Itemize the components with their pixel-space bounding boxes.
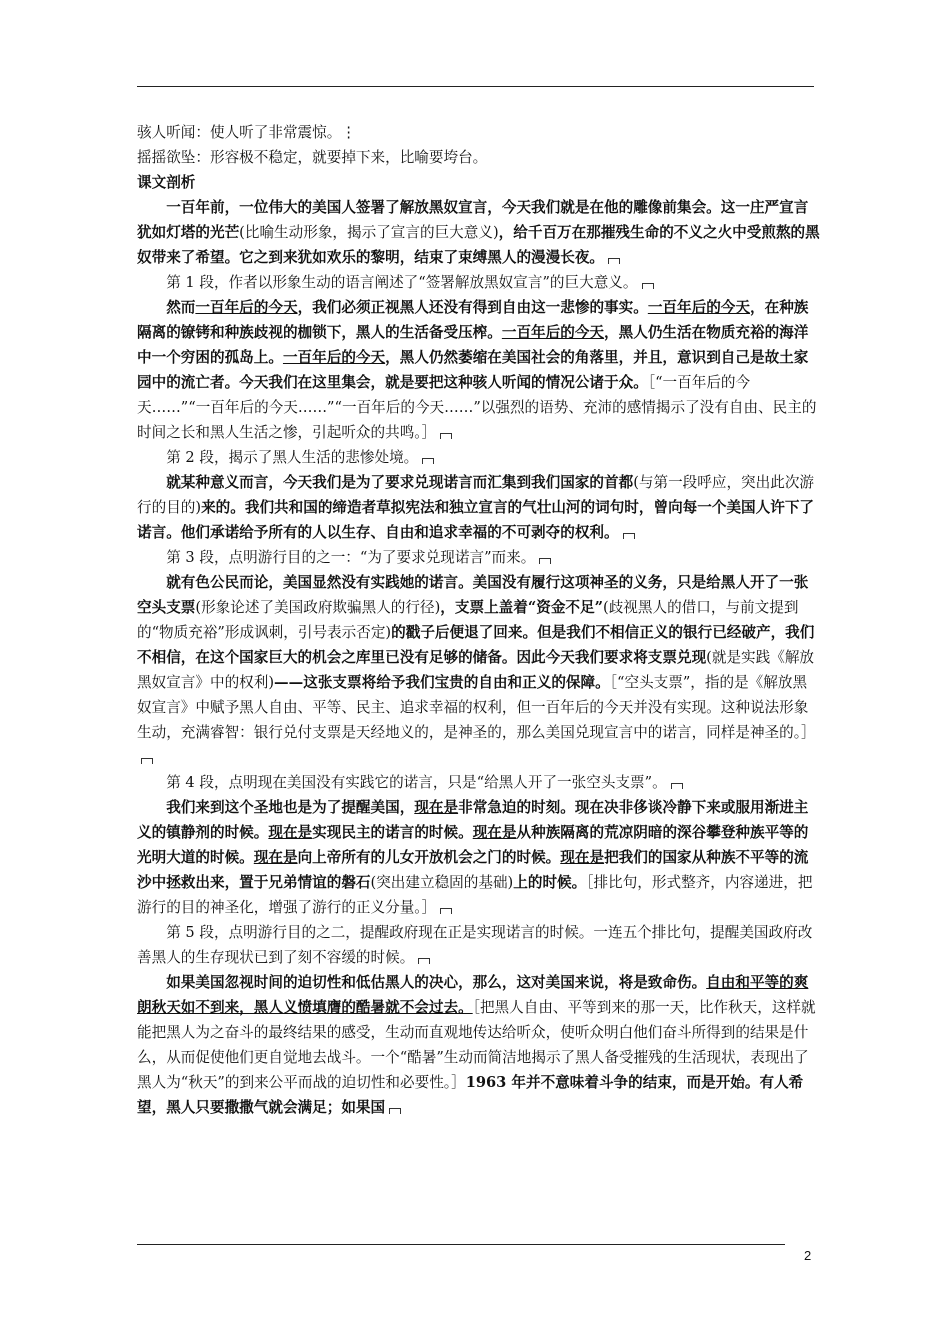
text-run: ［“空头支票”，指的是《解放黑奴宣言》中赋予黑人自由、平等、民主、追求幸福的权利，但一百年后的今天并没有实现。这种说法形象生动，充满睿智：银行兑付支票是天经地义的，是神圣的，那么美国兑现宣言中的诺言，同样是神圣的。］ [137, 674, 816, 741]
paragraph [137, 570, 820, 770]
paragraph [137, 795, 820, 920]
paragraph-mark-icon [389, 1108, 401, 1114]
text-run: ，给千百万在那摧残生命的不义之火中受煎熬的黑奴带来了希望。它之到来犹如欢乐的黎明，结束了束缚黑人的漫漫长夜。 [137, 224, 820, 266]
footer-rule [137, 1244, 785, 1245]
text-run: 的戳子后便退了回来。但是我们不相信正义的银行已经破产，我们不相信，在这个国家巨大的机会之库里已没有足够的储备。因此今天我们要求将支票兑现 [137, 624, 815, 666]
paragraph-mark-icon [642, 283, 654, 289]
text-run: 一百年后的今天 [195, 299, 298, 316]
text-run: 就有色公民而论，美国显然没有实践她的诺言。美国没有履行这项神圣的义务，只是给黑人开了一张空头支票 [137, 574, 809, 616]
text-run: 把我们的国家从种族不平等的流沙中拯救出来，置于兄弟情谊的磐石 [137, 849, 809, 891]
text-run: 第 4 段，点明现在美国没有实践它的诺言，只是“给黑人开了一张空头支票”。 [166, 774, 667, 791]
text-run: ，在种族隔离的镣铐和种族歧视的枷锁下，黑人的生活备受压榨。 [137, 299, 809, 341]
paragraph-mark-icon [623, 533, 635, 539]
text-run: 现在是 [472, 824, 517, 841]
text-run: 第 2 段，揭示了黑人生活的悲惨处境。 [166, 449, 419, 466]
text-run: 上的时候。 [513, 874, 587, 891]
header-rule [137, 86, 814, 87]
text-run: 现在是 [414, 799, 459, 816]
paragraph [137, 545, 820, 570]
section-heading: 课文剖析 [137, 174, 196, 191]
text-run: ［把黑人自由、平等到来的那一天，比作秋天，这样就能把黑人为之奋斗的最终结果的感受，生动而直观地传达给听众，使听众明白他们奋斗所得到的结果是什么，从而促使他们更自觉地去战斗。一个“酷暑”生动而简洁地揭示了黑人备受摧残的生活现状，表现出了黑人为“秋天”的到来公平而战的迫切性和必要性。］ [137, 999, 816, 1091]
text-run: 第 1 段，作者以形象生动的语言阐述了“签署解放黑奴宣言”的巨大意义。 [166, 274, 638, 291]
text-run: ，黑人仍生活在物质充裕的海洋中一个穷困的孤岛上。 [137, 324, 809, 366]
text-run: (突出建立稳固的基础) [370, 874, 514, 891]
text-run: 一百年后的今天 [501, 324, 605, 341]
text-run: 向上帝所有的儿女开放机会之门的时候。 [297, 849, 561, 866]
vocab-line: 摇摇欲坠：形容极不稳定，就要掉下来，比喻要垮台。 [137, 149, 488, 166]
paragraph [137, 270, 820, 295]
text-run: 现在是 [268, 824, 313, 841]
text-run: ，支票上盖着“资金不足” [440, 599, 604, 616]
paragraph [137, 195, 820, 270]
text-run: ——这张支票将给予我们宝贵的自由和正义的保障。 [274, 674, 610, 691]
paragraph-mark-icon [422, 458, 434, 464]
paragraph [137, 445, 820, 470]
vocab-line: 骇人听闻：使人听了非常震惊。⋮ [137, 124, 356, 141]
paragraph-mark-icon [608, 258, 620, 264]
paragraph-mark-icon [418, 958, 430, 964]
text-run: 现在是 [253, 849, 298, 866]
text-run: (与第一段呼应，突出此次游行的目的) [137, 474, 815, 516]
text-run: ［“一百年后的今天……”“一百年后的今天……”“一百年后的今天……”以强烈的语势、充沛的感情揭示了没有自由、民主的时间之长和黑人生活之惨，引起听众的共鸣。］ [137, 374, 817, 441]
text-run: 一百年前，一位伟大的美国人签署了解放黑奴宣言，今天我们就是在他的雕像前集会。这一庄严宣言犹如灯塔的光芒 [137, 199, 809, 241]
paragraph [137, 295, 820, 445]
paragraph-mark-icon [539, 558, 551, 564]
paragraph-mark-icon [440, 433, 452, 439]
text-run: 第 3 段，点明游行目的之一：“为了要求兑现诺言”而来。 [166, 549, 536, 566]
text-body [137, 195, 820, 1120]
text-run: ，黑人仍然萎缩在美国社会的角落里，并且，意识到自己是故土家园中的流亡者。今天我们在这里集会，就是要把这种骇人听闻的情况公诸于众。 [137, 349, 809, 391]
text-run: 一百年后的今天 [282, 349, 386, 366]
text-run: 一百年后的今天 [647, 299, 750, 316]
text-run: 然而 [166, 299, 196, 316]
paragraph [137, 470, 820, 545]
text-run: 第 5 段，点明游行目的之二，提醒政府现在正是实现诺言的时候。一连五个排比句，提醒美国政府改善黑人的生存现状已到了刻不容缓的时候。 [137, 924, 813, 966]
text-run: 如果美国忽视时间的迫切性和低估黑人的决心，那么，这对美国来说，将是致命伤。 [166, 974, 707, 991]
text-run: 现在是 [560, 849, 605, 866]
text-run: 1963 年并不意味着斗争的结束，而是开始。有人希望，黑人只要撒撒气就会满足；如果国 [137, 1074, 804, 1116]
text-run: ，我们必须正视黑人还没有得到自由这一悲惨的事实。 [297, 299, 648, 316]
text-run: 从种族隔离的荒凉阴暗的深谷攀登种族平等的光明大道的时候。 [137, 824, 809, 866]
paragraph [137, 970, 820, 1120]
text-run: ［排比句，形式整齐，内容递进，把游行的目的神圣化，增强了游行的正义分量。］ [137, 874, 813, 916]
paragraph-mark-icon [440, 908, 452, 914]
page-number: 2 [804, 1248, 812, 1263]
page-content [137, 120, 820, 1120]
text-run: (形象论述了美国政府欺骗黑人的行径) [195, 599, 441, 616]
text-run: 我们来到这个圣地也是为了提醒美国， [166, 799, 415, 816]
text-run: 来的。我们共和国的缔造者草拟宪法和独立宣言的气壮山河的词句时，曾向每一个美国人许下了诺言。他们承诺给予所有的人以生存、自由和追求幸福的不可剥夺的权利。 [137, 499, 815, 541]
text-run: 实现民主的诺言的时候。 [312, 824, 473, 841]
text-run: 自由和平等的爽朗秋天如不到来，黑人义愤填膺的酷暑就不会过去。 [137, 974, 809, 1016]
text-run: 非常急迫的时刻。现在决非侈谈冷静下来或服用渐进主义的镇静剂的时候。 [137, 799, 809, 841]
text-run: (比喻生动形象，揭示了宣言的巨大意义) [239, 224, 499, 241]
text-run: (歧视黑人的借口，与前文提到的“物质充裕”形成讽刺，引号表示否定) [137, 599, 799, 641]
paragraph [137, 920, 820, 970]
text-run: 就某种意义而言，今天我们是为了要求兑现诺言而汇集到我们国家的首都 [166, 474, 634, 491]
paragraph-mark-icon [141, 758, 153, 764]
paragraph-mark-icon [671, 783, 683, 789]
paragraph [137, 770, 820, 795]
text-run: (就是实践《解放黑奴宣言》中的权利) [137, 649, 815, 691]
